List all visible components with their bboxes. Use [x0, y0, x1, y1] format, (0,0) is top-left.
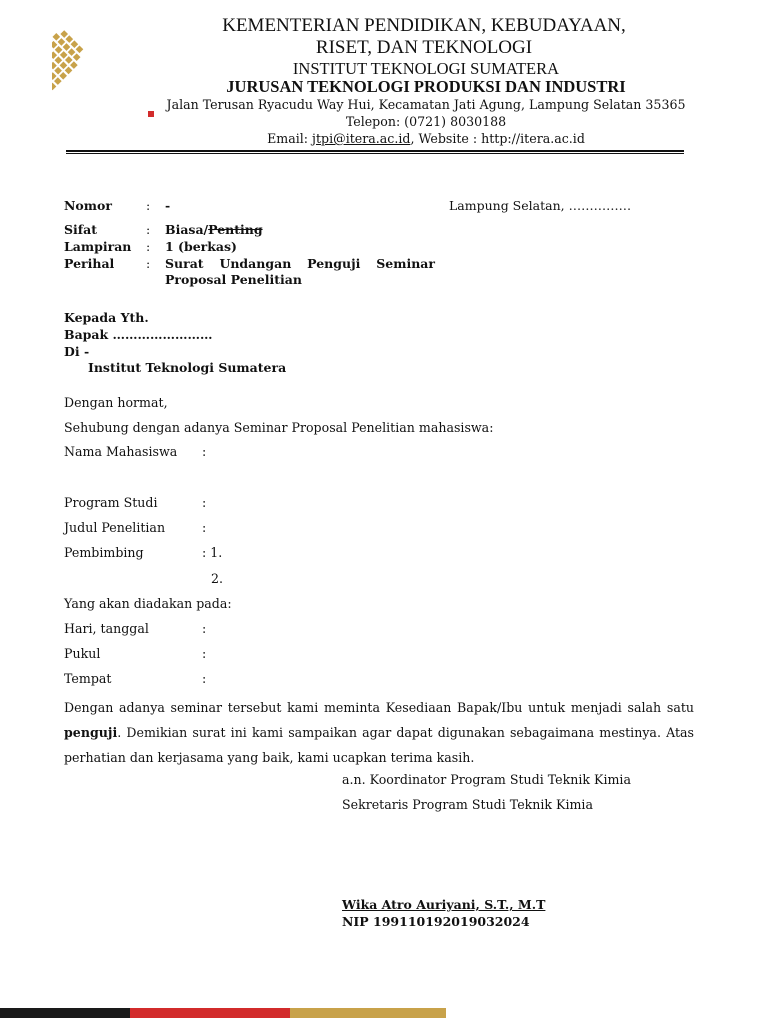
department-name: JURUSAN TEKNOLOGI PRODUKSI DAN INDUSTRI [226, 77, 626, 96]
footer-bar-gold [290, 1008, 446, 1018]
prodi-label: Program Studi [64, 495, 158, 510]
nama-label: Nama Mahasiswa [64, 444, 178, 459]
sifat-value [165, 222, 263, 237]
institute-phone: Telepon: (0721) 8030188 [345, 114, 507, 129]
lampiran-label: Lampiran [64, 239, 132, 254]
institute-name: INSTITUT TEKNOLOGI SUMATERA [292, 59, 560, 78]
ministry-name-line1: KEMENTERIAN PENDIDIKAN, KEBUDAYAAN, [222, 15, 626, 36]
tempat-colon: : [202, 671, 207, 686]
nomor-label: Nomor [64, 198, 112, 213]
footer-bar-black [0, 1008, 130, 1018]
signature-on-behalf: a.n. Koordinator Program Studi Teknik Kimia [342, 772, 631, 787]
nama-colon: : [202, 444, 207, 459]
website-text: , Website : http://itera.ac.id [410, 131, 585, 146]
email-link[interactable]: jtpi@itera.ac.id [312, 131, 411, 146]
perihal-line1 [165, 256, 435, 271]
perihal-line2: Proposal Penelitian [165, 272, 302, 287]
hari-label: Hari, tanggal [64, 621, 149, 636]
greeting: Dengan hormat, [64, 395, 168, 410]
perihal-word: Undangan [219, 256, 292, 271]
nomor-colon: : [146, 198, 151, 213]
lampiran-colon: : [146, 239, 151, 254]
email-prefix: Email: [267, 131, 313, 146]
sifat-label: Sifat [64, 222, 98, 237]
tempat-label: Tempat [64, 671, 112, 686]
pukul-colon: : [202, 646, 207, 661]
pembimbing-label: Pembimbing [64, 545, 144, 560]
para-part2: . Demikian surat ini kami sampaikan agar dapat digunakan sebagaimana mestinya. Atas perhatian dan kerjasama yang baik, kami ucapkan terima kasih. [64, 725, 694, 765]
pembimbing-1: : 1. [202, 545, 223, 560]
pembimbing-2: 2. [211, 571, 224, 586]
sifat-colon: : [146, 222, 151, 237]
prodi-colon: : [202, 495, 207, 510]
closing-paragraph [64, 695, 694, 770]
place-date: Lampung Selatan, …………… [449, 198, 632, 213]
nomor-value: - [165, 198, 171, 213]
perihal-colon: : [146, 256, 151, 271]
footer-bar-red [130, 1008, 290, 1018]
signature-nip: NIP 199110192019032024 [342, 914, 530, 929]
perihal-word: Penguji [307, 256, 361, 271]
signature-position: Sekretaris Program Studi Teknik Kimia [342, 797, 593, 812]
recipient-line4: Institut Teknologi Sumatera [88, 360, 287, 375]
schedule-intro: Yang akan diadakan pada: [64, 596, 232, 611]
contact-line [42, 131, 768, 146]
perihal-word: Seminar [376, 256, 435, 271]
sifat-value-biasa: Biasa/ [165, 222, 209, 237]
judul-colon: : [202, 520, 207, 535]
signature-name: Wika Atro Auriyani, S.T., M.T [342, 897, 546, 912]
header-rule-thick [66, 150, 684, 152]
para-part1: Dengan adanya seminar tersebut kami meminta Kesediaan Bapak/Ibu untuk menjadi salah satu [64, 700, 694, 715]
header-rule-thin [66, 153, 684, 154]
institute-address: Jalan Terusan Ryacudu Way Hui, Kecamatan Jati Agung, Lampung Selatan 35365 [166, 97, 686, 112]
recipient-line1: Kepada Yth. [64, 310, 149, 325]
perihal-label: Perihal [64, 256, 115, 271]
intro-text: Sehubung dengan adanya Seminar Proposal Penelitian mahasiswa: [64, 420, 494, 435]
judul-label: Judul Penelitian [64, 520, 166, 535]
sifat-value-penting: Penting [208, 222, 263, 237]
hari-colon: : [202, 621, 207, 636]
para-bold-penguji: penguji [64, 725, 118, 740]
perihal-word: Surat [165, 256, 204, 271]
lampiran-value: 1 (berkas) [165, 239, 237, 254]
ministry-name-line2: RISET, DAN TEKNOLOGI [315, 37, 533, 58]
pukul-label: Pukul [64, 646, 101, 661]
recipient-line3: Di - [64, 344, 90, 359]
recipient-line2: Bapak …………………… [64, 327, 213, 342]
